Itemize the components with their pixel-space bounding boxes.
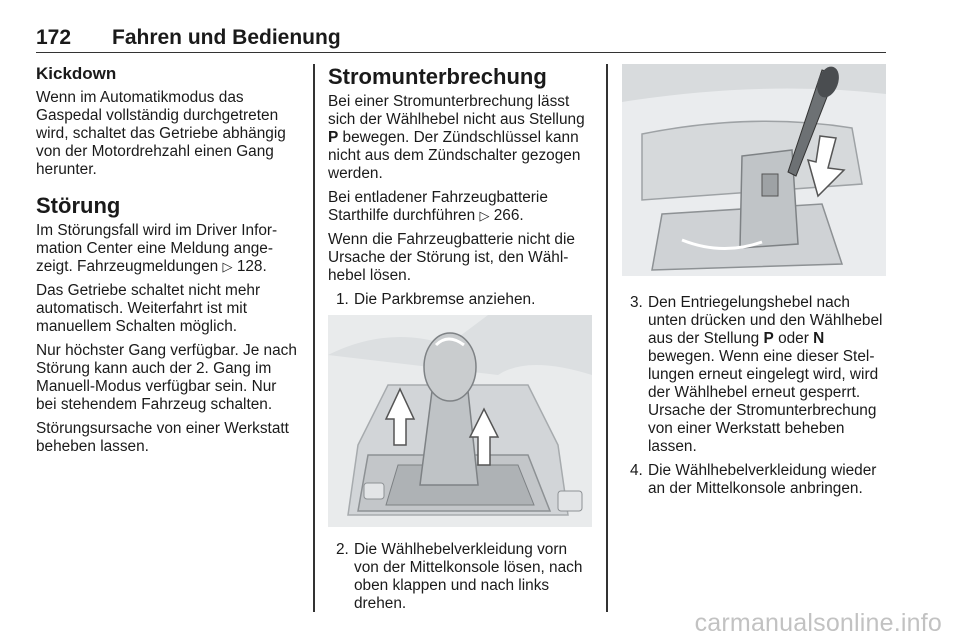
watermark: carmanualsonline.info	[694, 609, 942, 637]
stoerung-paragraph-1: Im Störungsfall wird im Driver Information Center eine Meldung angezeigt. Fahrzeugmeldungen ▷ 128.	[36, 222, 278, 275]
steps-list	[328, 291, 592, 309]
column-divider	[606, 64, 608, 612]
stoerung-paragraph-4: Störungsursache von einer Werkstatt beheben lassen.	[36, 420, 289, 455]
kickdown-heading: Kickdown	[36, 64, 117, 83]
page-reference[interactable]: 128.	[236, 258, 267, 275]
chapter-title: Fahren und Bedienung	[112, 26, 341, 49]
triangle-right-icon: ▷	[479, 208, 490, 223]
strom-paragraph-3: Wenn die Fahrzeugbatterie nicht die Ursache der Störung ist, den Wählhebel lösen.	[328, 231, 575, 284]
stoerung-heading: Störung	[36, 193, 121, 218]
page-reference[interactable]: 266.	[493, 207, 524, 224]
step-1: 1. Die Parkbremse anziehen.	[336, 291, 536, 308]
page-header	[36, 26, 886, 53]
steps-list-continued	[328, 541, 592, 613]
column-middle	[328, 64, 592, 619]
steps-list-right	[622, 294, 886, 498]
step-3: 3. Den Entriegelungshebel nach unten drücken und den Wählhebel aus der Stellung P oder N bewegen. Wenn eine dieser Stellungen erneut eingelegt wird, wird der Wählhebel erneut gesperrt. Ursache der Stromunterbrechung von einer Werkstatt beheben lassen.	[630, 294, 883, 455]
step-4: 4. Die Wählhebelverkleidung wieder an der Mittelkonsole anbringen.	[630, 462, 877, 497]
strom-paragraph-1: Bei einer Stromunterbrechung lässt sich der Wählhebel nicht aus Stellung P bewegen. Der Zündschlüssel kann nicht aus dem Zündschalter gezogen werden.	[328, 93, 585, 182]
stoerung-paragraph-3: Nur höchster Gang verfügbar. Je nach Störung kann auch der 2. Gang im Manuell-Modus verfügbar sein. Nur bei stehendem Fahrzeug schalten.	[36, 342, 297, 413]
gear-lever-illustration	[328, 315, 592, 527]
stromunterbrechung-heading: Stromunterbrechung	[328, 64, 547, 89]
triangle-right-icon: ▷	[222, 259, 233, 274]
kickdown-paragraph: Wenn im Automatikmodus das Gaspedal vollständig durchgetreten wird, schaltet das Getriebe abhängig von der Motordrehzahl einen Gang herunter.	[36, 89, 286, 178]
page-number: 172	[36, 26, 72, 49]
strom-paragraph-2: Bei entladener Fahrzeugbatterie Starthilfe durchführen ▷ 266.	[328, 189, 548, 224]
column-divider	[313, 64, 315, 612]
stoerung-paragraph-2: Das Getriebe schaltet nicht mehr automatisch. Weiterfahrt ist mit manuellem Schalten möglich.	[36, 282, 261, 335]
step-2: 2. Die Wählhebelverkleidung vorn von der Mittelkonsole lösen, nach oben klappen und nach links drehen.	[336, 541, 583, 612]
release-lever-illustration	[622, 64, 886, 276]
column-left	[36, 64, 298, 462]
column-right	[622, 64, 886, 504]
